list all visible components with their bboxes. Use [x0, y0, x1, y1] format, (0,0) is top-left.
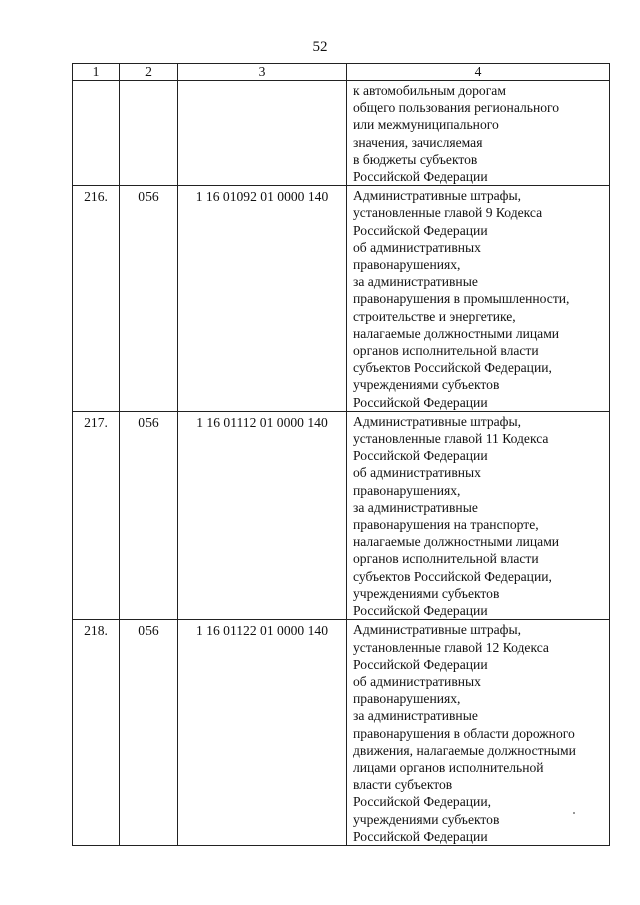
description-cell	[347, 81, 610, 186]
description-line: Российской Федерации	[353, 448, 488, 464]
description-cell	[347, 186, 610, 412]
table-header-row	[73, 64, 610, 81]
kbk-code-cell: 1 16 01112 01 0000 140	[178, 411, 347, 619]
kbk-code-cell	[178, 81, 347, 186]
description-line: значения, зачисляемая	[353, 134, 483, 150]
description-line: налагаемые должностными лицами	[353, 534, 560, 550]
description-line: установленные главой 9 Кодекса	[353, 205, 543, 221]
row-number-cell: 216.	[73, 186, 120, 412]
description-line: власти субъектов	[353, 777, 453, 793]
description-line: установленные главой 12 Кодекса	[353, 639, 549, 655]
description-line: налагаемые должностными лицами	[353, 325, 560, 341]
description-line: правонарушениях,	[353, 257, 461, 273]
table-row	[73, 411, 610, 619]
description-line: Российской Федерации	[353, 828, 488, 844]
table-body	[73, 81, 610, 846]
row-number-cell	[73, 81, 120, 186]
column-header-2: 2	[120, 64, 178, 81]
description-line: лицами органов исполнительной	[353, 759, 544, 775]
description-line: субъектов Российской Федерации,	[353, 568, 552, 584]
kbk-code-cell: 1 16 01092 01 0000 140	[178, 186, 347, 412]
description-line: субъектов Российской Федерации,	[353, 360, 552, 376]
description-line: учреждениями субъектов	[353, 811, 500, 827]
description-line: правонарушениях,	[353, 482, 461, 498]
description-line: учреждениями субъектов	[353, 377, 500, 393]
description-line: установленные главой 11 Кодекса	[353, 431, 549, 447]
description-line: правонарушениях,	[353, 691, 461, 707]
admin-code-cell: 056	[120, 411, 178, 619]
row-number-cell: 217.	[73, 411, 120, 619]
kbk-code-cell: 1 16 01122 01 0000 140	[178, 620, 347, 846]
description-line: к автомобильным дорогам	[353, 83, 506, 98]
description-line: Российской Федерации,	[353, 794, 491, 810]
description-line: Российской Федерации	[353, 656, 488, 672]
description-line: органов исполнительной власти	[353, 343, 539, 359]
description-line: движения, налагаемые должностными	[353, 742, 576, 758]
description-line: об административных	[353, 239, 481, 255]
description-line: за административные	[353, 708, 478, 724]
description-line: учреждениями субъектов	[353, 585, 500, 601]
column-header-4: 4	[347, 64, 610, 81]
description-line: или межмуниципального	[353, 117, 499, 133]
description-line: органов исполнительной власти	[353, 551, 539, 567]
description-line: Российской Федерации	[353, 169, 488, 185]
budget-classification-table	[72, 63, 610, 846]
description-line: в бюджеты субъектов	[353, 151, 478, 167]
description-line: за административные	[353, 499, 478, 515]
table-row	[73, 81, 610, 186]
admin-code-cell	[120, 81, 178, 186]
description-line: общего пользования регионального	[353, 100, 560, 116]
description-line: Российской Федерации	[353, 603, 488, 619]
column-header-3: 3	[178, 64, 347, 81]
description-line: правонарушения в области дорожного	[353, 725, 575, 741]
description-cell	[347, 411, 610, 619]
description-line: об административных	[353, 465, 481, 481]
description-line: Российской Федерации	[353, 394, 488, 410]
description-line: строительстве и энергетике,	[353, 308, 516, 324]
description-line: Российской Федерации	[353, 222, 488, 238]
description-line: Административные штрафы,	[353, 622, 521, 638]
admin-code-cell: 056	[120, 620, 178, 846]
row-number-cell: 218.	[73, 620, 120, 846]
description-line: правонарушения в промышленности,	[353, 291, 570, 307]
scan-speck	[573, 812, 575, 814]
description-cell	[347, 620, 610, 846]
description-line: об административных	[353, 673, 481, 689]
description-line: Административные штрафы,	[353, 413, 521, 429]
column-header-1: 1	[73, 64, 120, 81]
description-line: Административные штрафы,	[353, 188, 521, 204]
page-number: 52	[312, 39, 328, 55]
table-row	[73, 620, 610, 846]
table-row	[73, 186, 610, 412]
description-line: правонарушения на транспорте,	[353, 517, 539, 533]
description-line: за административные	[353, 274, 478, 290]
admin-code-cell: 056	[120, 186, 178, 412]
